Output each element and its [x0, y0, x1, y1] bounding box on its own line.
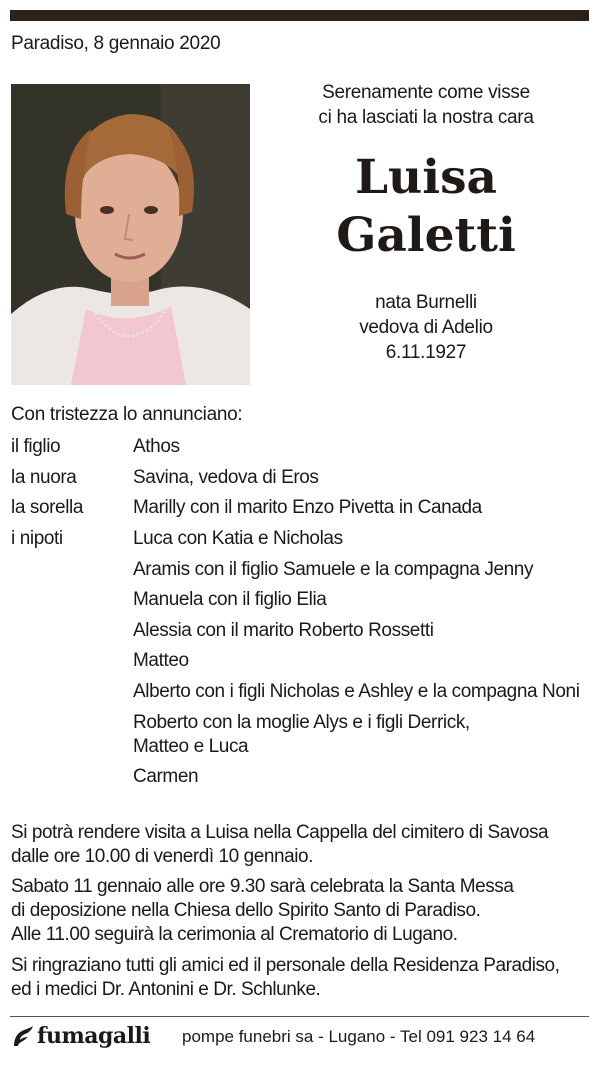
portrait-photo-icon: [11, 84, 250, 385]
relative-name: Matteo e Luca: [133, 736, 249, 757]
mass-notice-line: Sabato 11 gennaio alle ore 9.30 sarà celebrata la Santa Messa: [11, 876, 514, 897]
top-rule: [10, 10, 589, 21]
relative-name: Savina, vedova di Eros: [133, 467, 319, 488]
intro-line-2: ci ha lasciati la nostra cara: [318, 107, 534, 128]
visit-notice-line: dalle ore 10.00 di venerdì 10 gennaio.: [11, 846, 313, 867]
visit-notice-line: Si potrà rendere visita a Luisa nella Cappella del cimitero di Savosa: [11, 822, 549, 843]
brand-name: fumagalli: [37, 1023, 151, 1049]
mass-notice-line: di deposizione nella Chiesa dello Spirito Santo di Paradiso.: [11, 900, 481, 921]
footer-contact: pompe funebri sa - Lugano - Tel 091 923 14 64: [182, 1027, 536, 1046]
relative-name: Matteo: [133, 650, 189, 671]
relative-label: la nuora: [11, 467, 77, 488]
footer-rule: [10, 1016, 589, 1017]
relative-name: Alessia con il marito Roberto Rossetti: [133, 620, 434, 641]
relative-label: il figlio: [11, 436, 61, 457]
relative-name: Carmen: [133, 766, 199, 787]
relative-label: la sorella: [11, 497, 84, 518]
brand-logo: [12, 1024, 150, 1048]
relative-name: Alberto con i figli Nicholas e Ashley e la compagna Noni: [133, 681, 580, 702]
thanks-notice-line: Si ringraziano tutti gli amici ed il personale della Residenza Paradiso,: [11, 955, 560, 976]
relative-label: i nipoti: [11, 528, 63, 549]
announcement-lead: Con tristezza lo annunciano:: [11, 404, 243, 425]
thanks-notice-line: ed i medici Dr. Antonini e Dr. Schlunke.: [11, 979, 321, 1000]
born-as: nata Burnelli: [375, 292, 477, 313]
place-date: Paradiso, 8 gennaio 2020: [11, 33, 221, 54]
relative-name: Luca con Katia e Nicholas: [133, 528, 343, 549]
relative-name: Athos: [133, 436, 180, 457]
intro-line-1: Serenamente come visse: [322, 82, 530, 103]
mass-notice-line: Alle 11.00 seguirà la cerimonia al Crematorio di Lugano.: [11, 924, 458, 945]
relative-name: Marilly con il marito Enzo Pivetta in Canada: [133, 497, 482, 518]
widow-of: vedova di Adelio: [359, 317, 493, 338]
birth-date: 6.11.1927: [385, 342, 467, 363]
relative-name: Roberto con la moglie Alys e i figli Derrick,: [133, 712, 470, 733]
deceased-first-name: Luisa: [355, 150, 497, 205]
flame-logo-icon: [12, 1025, 34, 1047]
relative-name: Manuela con il figlio Elia: [133, 589, 327, 610]
deceased-last-name: Galetti: [336, 208, 516, 263]
portrait-photo: [11, 84, 250, 385]
relative-name: Aramis con il figlio Samuele e la compagna Jenny: [133, 559, 534, 580]
